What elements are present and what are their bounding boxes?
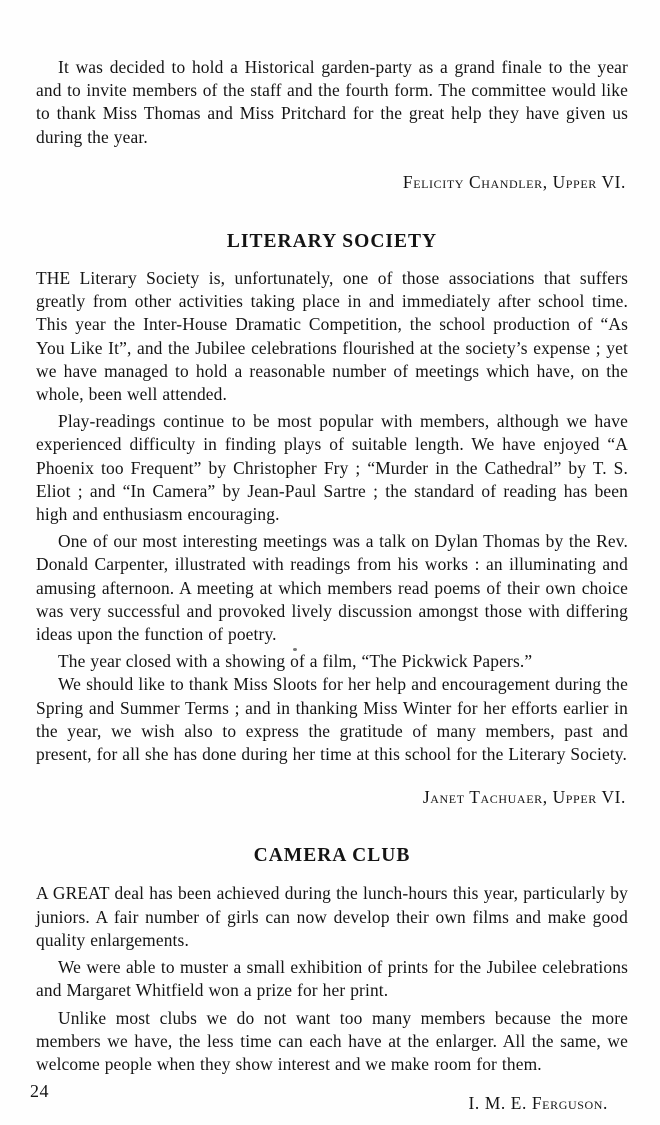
signature-janet-tachuaer: Janet Tachuaer, Upper VI. [422, 787, 626, 808]
camera-club-heading: CAMERA CLUB [253, 845, 411, 867]
literary-society-heading: LITERARY SOCIETY [226, 231, 438, 253]
literary-society-heading-block [36, 230, 628, 254]
garden-party-paragraph: It was decided to hold a Historical garden-party as a grand finale to the year and to invite members of the staff and the fourth form. The committee would like to thank Miss Thomas and Miss Pritchard for the great help they have given us during the year. [36, 57, 628, 147]
camera-club-paragraph-1: A GREAT deal has been achieved during the lunch-hours this year, particularly by juniors. A fair number of girls can now develop their own films and make good quality enlargements. [36, 883, 628, 950]
literary-society-paragraph-2: Play-readings continue to be most popular with members, although we have experienced difficulty in finding plays of suitable length. We have enjoyed “A Phoenix too Frequent” by Christopher Fry ; “Murder in the Cathedral” by T. S. Eliot ; and “In Camera” by Jean-Paul Sartre ; the standard of reading has been high and enthusiasm encouraging. [36, 411, 628, 525]
page-number: 24 [30, 1081, 49, 1101]
literary-society-paragraph-3: One of our most interesting meetings was a talk on Dylan Thomas by the Rev. Donald Carpenter, illustrated with readings from his works : an illuminating and amusing afternoon. A meeting at which members read poems of their own choice was very successful and provoked lively discussion amongst those with differing ideas upon the function of poetry. [36, 531, 628, 645]
literary-society-paragraph-1: THE Literary Society is, unfortunately, one of those associations that suffers greatly from other activities taking place in and immediately after school time. This year the Inter-House Dramatic Competition, the school production of “As You Like It”, and the Jubilee celebrations flourished at the society’s expense ; yet we have managed to hold a reasonable number of meetings which have, on the whole, been well attended. [36, 268, 628, 405]
camera-club-heading-block [36, 844, 628, 868]
signature-felicity-chandler: Felicity Chandler, Upper VI. [402, 171, 626, 192]
literary-society-paragraph-4: The year closed with a showing of a film, “The Pickwick Papers.” [58, 651, 533, 672]
literary-society-paragraph-5: We should like to thank Miss Sloots for her help and encouragement during the Spring and Summer Terms ; and in thanking Miss Winter for her efforts earlier in the year, we wish also to express the gratitude of many members, past and present, for all she has done during her time at this school for the Literary Society. [36, 674, 628, 765]
scan-artifact-speck [293, 648, 297, 651]
camera-club-paragraph-3: Unlike most clubs we do not want too many members because the more members we have, the less time can each have at the enlarger. All the same, we welcome people when they show interest and we make room for them. [36, 1007, 628, 1074]
camera-club-paragraph-2: We were able to muster a small exhibition of prints for the Jubilee celebrations and Margaret Whitfield won a prize for her print. [36, 957, 628, 1001]
page-content [36, 56, 628, 1115]
signature-ime-ferguson: I. M. E. Ferguson. [468, 1093, 608, 1114]
